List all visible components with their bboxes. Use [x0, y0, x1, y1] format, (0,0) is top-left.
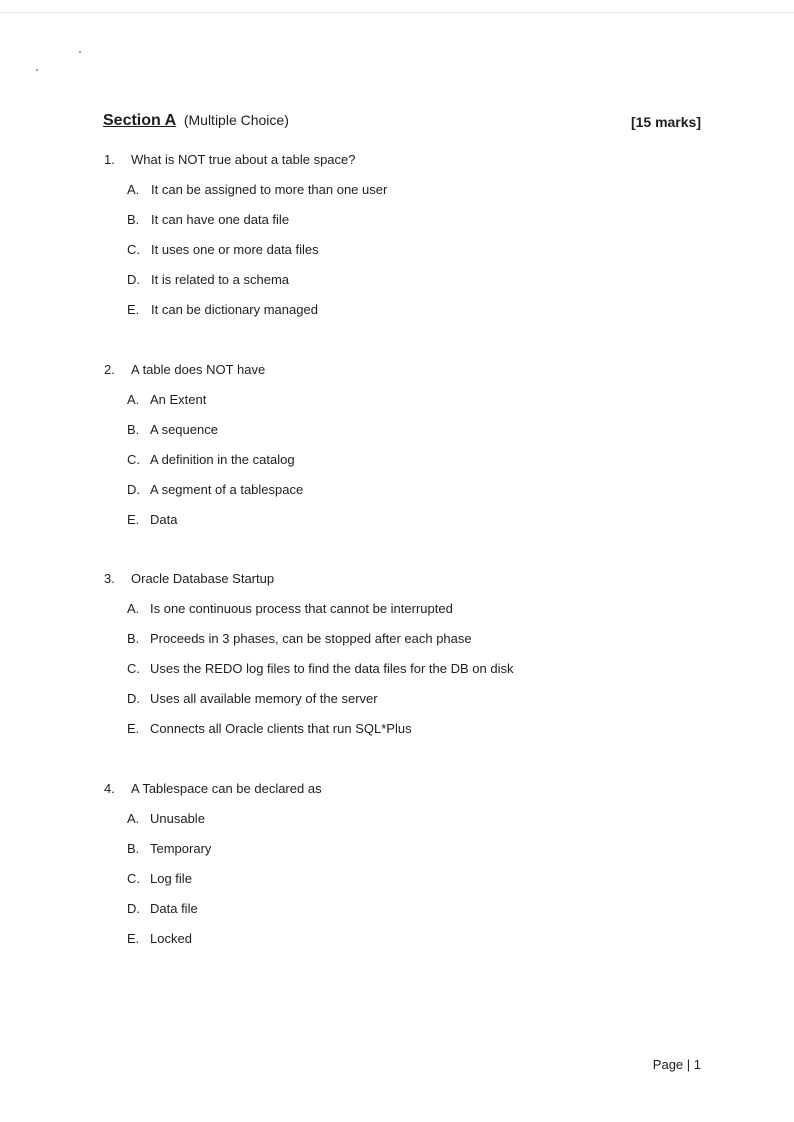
option-letter: A. [127, 601, 140, 616]
option-c[interactable] [104, 235, 664, 265]
question-number: 1. [104, 152, 115, 167]
option-b[interactable] [104, 834, 664, 864]
option-letter: E. [127, 512, 140, 527]
option-text: Uses all available memory of the server [150, 691, 378, 706]
section-subtitle: (Multiple Choice) [183, 112, 289, 128]
question-text: A Tablespace can be declared as [131, 781, 322, 796]
scan-speck [36, 69, 38, 71]
option-d[interactable] [104, 475, 664, 505]
question-number: 4. [104, 781, 115, 796]
option-text: Data file [150, 901, 198, 916]
option-letter: C. [127, 452, 140, 467]
option-text: It can have one data file [151, 212, 290, 227]
option-text: It can be dictionary managed [151, 302, 318, 317]
option-text: Is one continuous process that cannot be interrupted [150, 601, 453, 616]
option-text: It uses one or more data files [151, 242, 319, 257]
option-e[interactable] [104, 295, 664, 325]
option-e[interactable] [104, 505, 664, 535]
option-a[interactable] [104, 594, 664, 624]
question-number: 3. [104, 571, 115, 586]
option-c[interactable] [104, 654, 664, 684]
question-text: A table does NOT have [131, 362, 266, 377]
option-text: It is related to a schema [151, 272, 290, 287]
question-2 [104, 360, 664, 535]
option-e[interactable] [104, 924, 664, 954]
option-text: Unusable [150, 811, 205, 826]
section-title: Section A [103, 112, 177, 129]
section-marks: [15 marks] [630, 114, 701, 130]
section-header [103, 112, 701, 136]
option-list [104, 594, 664, 744]
option-a[interactable] [104, 385, 664, 415]
option-text: A segment of a tablespace [150, 482, 304, 497]
option-letter: E. [127, 721, 140, 736]
option-text: A sequence [150, 422, 218, 437]
option-c[interactable] [104, 445, 664, 475]
question-number: 2. [104, 362, 115, 377]
question-text: What is NOT true about a table space? [131, 152, 356, 167]
question-4 [104, 779, 664, 954]
option-letter: A. [127, 392, 140, 407]
option-text: Uses the REDO log files to find the data files for the DB on disk [150, 661, 514, 676]
scan-top-edge [0, 12, 794, 13]
option-letter: E. [127, 931, 140, 946]
option-text: Log file [150, 871, 192, 886]
option-c[interactable] [104, 864, 664, 894]
option-b[interactable] [104, 205, 664, 235]
scan-speck [79, 51, 81, 53]
option-list [104, 175, 664, 325]
option-letter: D. [127, 272, 140, 287]
question-1 [104, 150, 664, 325]
option-letter: E. [127, 302, 140, 317]
option-list [104, 385, 664, 535]
option-letter: B. [127, 841, 140, 856]
option-text: Locked [150, 931, 192, 946]
option-a[interactable] [104, 804, 664, 834]
option-list [104, 804, 664, 954]
option-letter: C. [127, 871, 140, 886]
option-b[interactable] [104, 624, 664, 654]
option-letter: D. [127, 482, 140, 497]
page-number: Page | 1 [652, 1057, 701, 1072]
option-d[interactable] [104, 894, 664, 924]
option-letter: B. [127, 631, 140, 646]
question-stem [104, 569, 664, 589]
question-3 [104, 569, 664, 744]
option-b[interactable] [104, 415, 664, 445]
option-a[interactable] [104, 175, 664, 205]
question-stem [104, 360, 664, 380]
option-text: Temporary [150, 841, 212, 856]
option-text: Connects all Oracle clients that run SQL*Plus [150, 721, 412, 736]
option-letter: C. [127, 242, 140, 257]
option-text: Data [150, 512, 178, 527]
option-letter: C. [127, 661, 140, 676]
option-text: A definition in the catalog [150, 452, 295, 467]
option-letter: B. [127, 212, 140, 227]
option-d[interactable] [104, 265, 664, 295]
option-letter: B. [127, 422, 140, 437]
option-letter: D. [127, 901, 140, 916]
question-stem [104, 779, 664, 799]
question-text: Oracle Database Startup [131, 571, 275, 586]
option-text: An Extent [150, 392, 207, 407]
question-stem [104, 150, 664, 170]
option-d[interactable] [104, 684, 664, 714]
option-text: It can be assigned to more than one user [151, 182, 388, 197]
option-e[interactable] [104, 714, 664, 744]
option-letter: A. [127, 182, 140, 197]
option-letter: A. [127, 811, 140, 826]
option-text: Proceeds in 3 phases, can be stopped after each phase [150, 631, 472, 646]
option-letter: D. [127, 691, 140, 706]
